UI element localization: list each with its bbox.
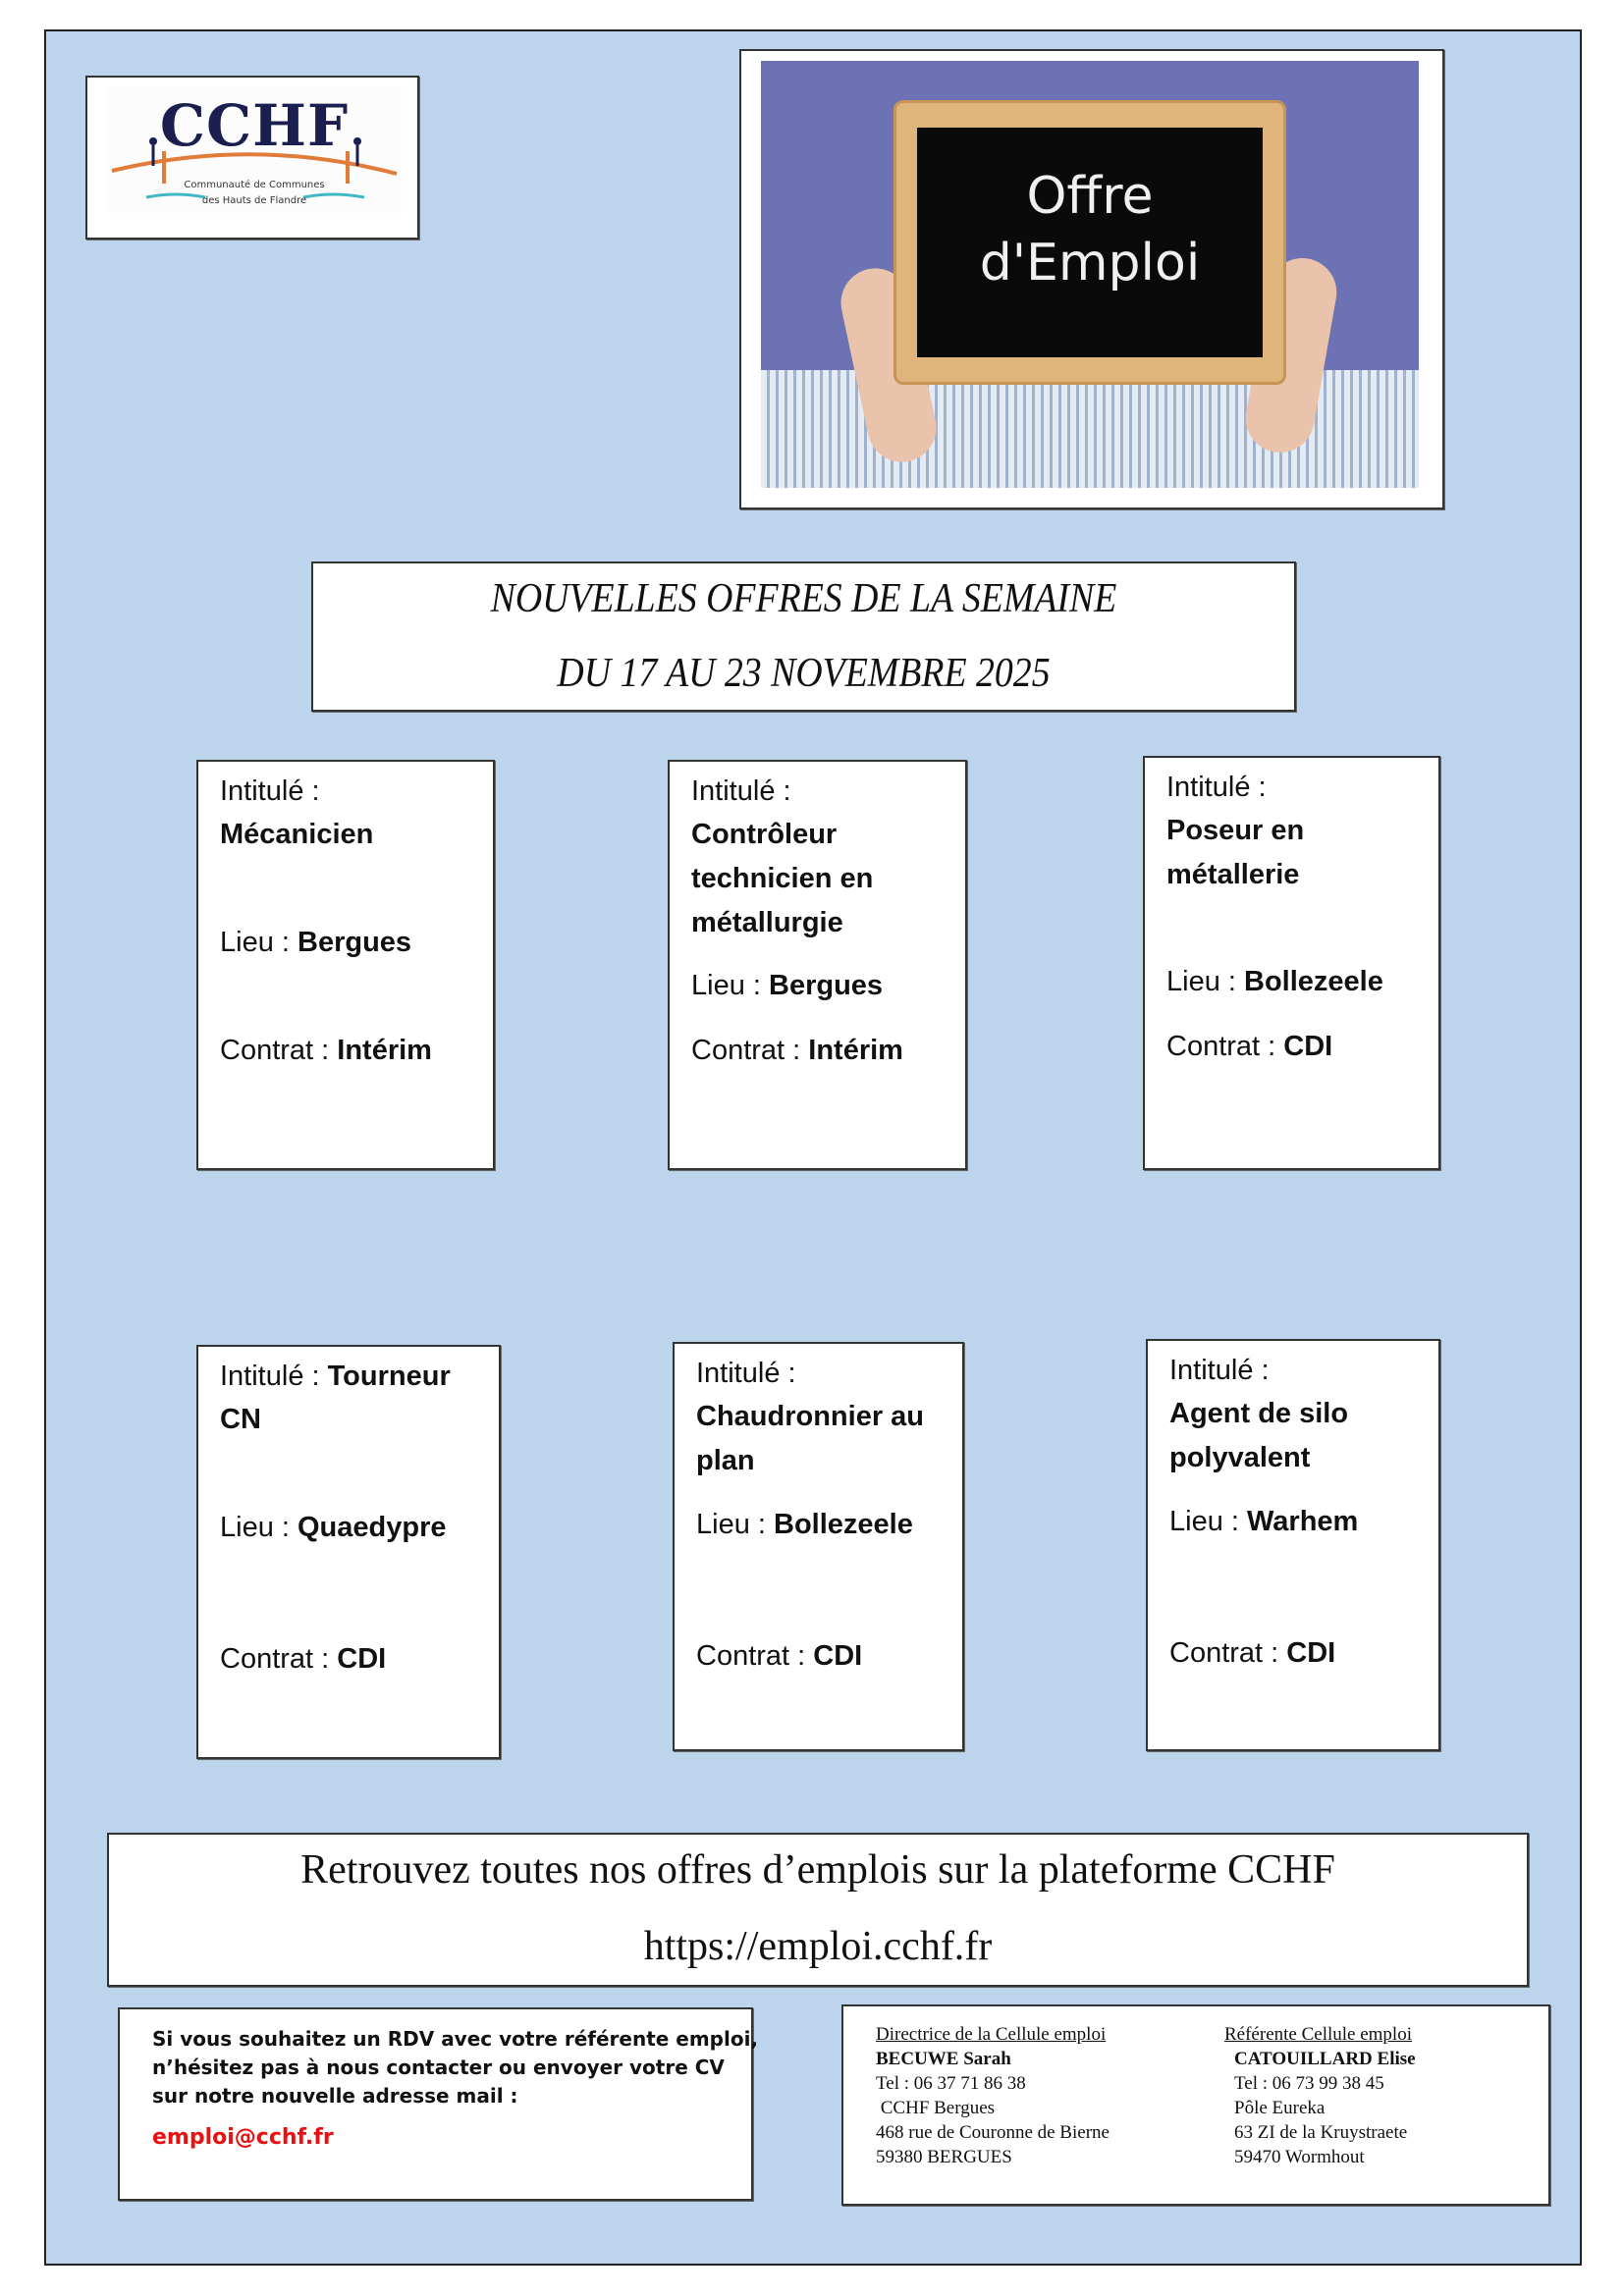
job-title-line2: polyvalent — [1169, 1442, 1311, 1473]
job-contract: CDI — [1283, 1031, 1333, 1062]
platform-box — [107, 1833, 1529, 1987]
contract-label: Contrat : — [220, 1643, 338, 1675]
contact-role: Directrice de la Cellule emploi — [876, 2024, 1107, 2045]
job-location: Bergues — [298, 927, 412, 958]
flyer-page — [44, 29, 1582, 2266]
job-offer-card — [196, 1345, 501, 1759]
contact-site: Pôle Eureka — [1234, 2098, 1326, 2118]
job-offer-card — [1143, 756, 1440, 1170]
location-label: Lieu : — [220, 927, 298, 958]
contract-label: Contrat : — [696, 1640, 814, 1672]
platform-text: Retrouvez toutes nos offres d’emplois sur la plateforme CCHF — [300, 1847, 1335, 1893]
location-label: Lieu : — [1166, 966, 1244, 997]
contact-city: 59380 BERGUES — [876, 2147, 1012, 2167]
contact-info-line3: sur notre nouvelle adresse mail : — [152, 2084, 518, 2108]
title-label: Intitulé : — [220, 1361, 328, 1392]
title-label: Intitulé : — [691, 775, 791, 807]
title-label: Intitulé : — [1166, 772, 1267, 803]
contact-role: Référente Cellule emploi — [1224, 2024, 1412, 2045]
hero-image — [761, 61, 1419, 488]
page-title: NOUVELLES OFFRES DE LA SEMAINE — [490, 576, 1117, 621]
chalkboard-text-line1: Offre — [1026, 167, 1154, 226]
contract-label: Contrat : — [220, 1035, 338, 1066]
contact-city: 59470 Wormhout — [1234, 2147, 1365, 2167]
chalkboard — [893, 100, 1286, 385]
contacts-box — [841, 2004, 1550, 2206]
job-title-line2: métallerie — [1166, 859, 1300, 890]
location-label: Lieu : — [696, 1509, 774, 1540]
job-location: Quaedypre — [298, 1512, 447, 1543]
contact-name: BECUWE Sarah — [876, 2049, 1011, 2069]
hero-image-box — [739, 49, 1444, 509]
logo-subtitle-line1: Communauté de Communes — [184, 180, 325, 190]
job-contract: CDI — [1286, 1637, 1336, 1669]
job-location: Bollezeele — [1244, 966, 1383, 997]
contract-label: Contrat : — [1166, 1031, 1284, 1062]
contact-address: 63 ZI de la Kruystraete — [1234, 2122, 1408, 2143]
contact-site: CCHF Bergues — [876, 2098, 996, 2118]
contact-phone[interactable]: Tel : 06 37 71 86 38 — [876, 2073, 1026, 2094]
title-label: Intitulé : — [220, 775, 320, 807]
job-title-line2: plan — [696, 1445, 755, 1476]
job-location: Warhem — [1247, 1506, 1359, 1537]
job-contract: CDI — [337, 1643, 387, 1675]
location-label: Lieu : — [1169, 1506, 1247, 1537]
logo-subtitle-line2: des Hauts de Flandre — [201, 195, 307, 206]
job-offer-card — [673, 1342, 964, 1751]
job-contract: CDI — [813, 1640, 863, 1672]
job-location: Bollezeele — [774, 1509, 913, 1540]
contract-label: Contrat : — [691, 1035, 809, 1066]
job-title-line2: technicien en — [691, 863, 874, 894]
job-title-line1: Tourneur — [327, 1361, 451, 1392]
job-offer-card — [1146, 1339, 1440, 1751]
job-contract: Intérim — [808, 1035, 903, 1066]
logo-box — [85, 76, 419, 240]
location-label: Lieu : — [691, 970, 769, 1001]
title-label: Intitulé : — [696, 1358, 796, 1389]
job-title-line1: Poseur en — [1166, 815, 1305, 846]
contact-info-box — [118, 2007, 759, 2201]
page-title-box — [311, 561, 1296, 712]
platform-url-link[interactable]: https://emploi.cchf.fr — [643, 1924, 993, 1969]
contact-referent — [1224, 2022, 1416, 2169]
job-contract: Intérim — [337, 1035, 432, 1066]
location-label: Lieu : — [220, 1512, 298, 1543]
contact-name: CATOUILLARD Elise — [1234, 2049, 1416, 2069]
job-title-line1: Contrôleur — [691, 819, 838, 850]
job-title: Mécanicien — [220, 819, 374, 850]
page-date-range: DU 17 AU 23 NOVEMBRE 2025 — [557, 651, 1051, 696]
cchf-logo — [107, 87, 402, 213]
contact-director — [876, 2022, 1110, 2169]
job-title-line3: métallurgie — [691, 907, 843, 938]
email-link[interactable]: emploi@cchf.fr — [152, 2125, 334, 2150]
job-offer-card — [196, 760, 495, 1170]
contact-address: 468 rue de Couronne de Bierne — [876, 2122, 1110, 2143]
job-location: Bergues — [769, 970, 884, 1001]
contact-info-line2: n’hésitez pas à nous contacter ou envoyer votre CV — [152, 2056, 725, 2079]
chalkboard-text-line2: d'Emploi — [979, 234, 1201, 293]
job-title-line2: CN — [220, 1404, 261, 1435]
job-offer-card — [668, 760, 967, 1170]
contact-phone[interactable]: Tel : 06 73 99 38 45 — [1234, 2073, 1384, 2094]
job-title-line1: Chaudronnier au — [696, 1401, 925, 1432]
contract-label: Contrat : — [1169, 1637, 1287, 1669]
title-label: Intitulé : — [1169, 1355, 1270, 1386]
logo-acronym: CCHF — [159, 92, 350, 159]
job-title-line1: Agent de silo — [1169, 1398, 1349, 1429]
contact-info-line1: Si vous souhaitez un RDV avec votre référente emploi, — [152, 2027, 759, 2051]
